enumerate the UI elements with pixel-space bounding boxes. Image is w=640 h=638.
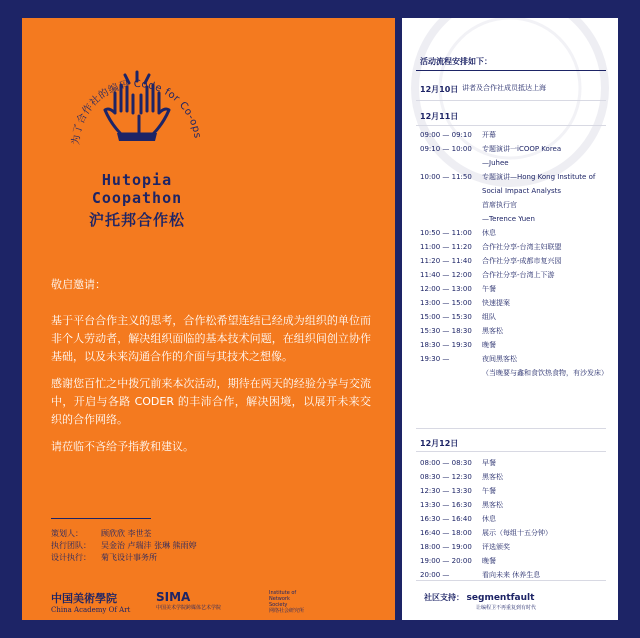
credit-role: 策划人： <box>51 529 83 538</box>
schedule-time: 13:00 — 15:00 <box>420 299 472 307</box>
inss-line-2: Network <box>269 596 290 602</box>
schedule-row <box>420 310 615 324</box>
schedule-row <box>420 268 615 282</box>
letter-paragraph-2: 感谢您百忙之中拨冗前来本次活动，期待在两天的经验分享与交流中，开启与各路 CODER 的丰沛合作，解决困境，以展开未来交织的合作网络。 <box>51 377 371 426</box>
schedule-time: 08:00 — 08:30 <box>420 459 472 467</box>
schedule-row <box>420 240 615 254</box>
credit-role: 设计执行： <box>51 553 91 562</box>
schedule-row <box>420 156 615 170</box>
day0-rule <box>416 100 606 101</box>
schedule-title: 活动流程安排如下： <box>420 57 492 66</box>
day0-note: 讲者及合作社成员抵达上海 <box>462 84 546 92</box>
schedule-row <box>420 254 615 268</box>
credit-row <box>51 552 197 564</box>
schedule-event: 合作社分享-台湾上下游 <box>482 271 555 279</box>
schedule-event: 休息 <box>482 229 496 237</box>
schedule-row <box>420 198 615 212</box>
schedule-event: 早餐 <box>482 459 496 467</box>
day0-note-wrap <box>462 81 618 95</box>
credit-role: 执行团队： <box>51 541 91 550</box>
schedule-time: 19:00 — 20:00 <box>420 557 472 565</box>
title-rule <box>416 70 606 71</box>
schedule-event: —Juhee <box>482 159 509 167</box>
schedule-row <box>420 366 615 380</box>
schedule-event: 专题演讲一iCOOP Korea <box>482 145 562 153</box>
schedule-event: 晚餐 <box>482 341 496 349</box>
letter-greeting: 敬启邀请： <box>51 278 106 291</box>
schedule-time: 09:10 — 10:00 <box>420 145 472 153</box>
segmentfault-subtitle: 让编程卫不再重复到有时代 <box>476 605 537 611</box>
support-label: 社区支持： <box>424 593 464 602</box>
day1-rule <box>416 125 606 126</box>
schedule-row <box>420 512 615 526</box>
schedule-row <box>420 282 615 296</box>
day1-date: 12月11日 <box>420 112 459 121</box>
schedule-time: 15:00 — 15:30 <box>420 313 472 321</box>
schedule-time: 19:30 — <box>420 355 450 363</box>
caa-logo <box>51 590 130 614</box>
schedule-row <box>420 212 615 226</box>
schedule-event: 评选颁奖 <box>482 543 510 551</box>
logo-name-en-line1: Hutopia <box>101 171 173 189</box>
logo-name-en-line2: Coopathon <box>91 189 183 207</box>
schedule-row <box>420 338 615 352</box>
caa-name-zh: 中国美術學院 <box>51 592 117 605</box>
schedule-time: 13:30 — 16:30 <box>420 501 472 509</box>
schedule-event: 黑客松 <box>482 473 503 481</box>
credits-divider <box>51 518 151 519</box>
schedule-event: 午餐 <box>482 487 496 495</box>
logo-graphic <box>57 53 217 173</box>
schedule-event: 看向未来 休养生息 <box>482 571 541 579</box>
schedule-event: 夜间黑客松 <box>482 355 517 363</box>
inss-line-3: Society <box>269 602 288 608</box>
credit-names: 菊飞设计事务所 <box>101 553 157 562</box>
schedule-event: 展示（每组十五分钟） <box>482 529 552 537</box>
invitation-panel <box>22 18 395 620</box>
caa-name-en: China Academy Of Art <box>51 606 131 614</box>
schedule-event: 黑客松 <box>482 501 503 509</box>
support-rule <box>416 580 606 581</box>
schedule-time: 15:30 — 18:30 <box>420 327 472 335</box>
schedule-time: 09:00 — 09:10 <box>420 131 472 139</box>
schedule-row <box>420 498 615 512</box>
invitation-letter <box>51 276 371 465</box>
day0-date: 12月10日 <box>420 85 459 94</box>
day1-schedule <box>420 128 615 380</box>
schedule-time: 10:00 — 11:50 <box>420 173 472 181</box>
credit-names: 顾欣欣 李世荃 <box>101 529 152 538</box>
inss-name-zh: 网络社会研究所 <box>269 608 305 614</box>
credit-row <box>51 540 197 552</box>
inss-line-1: Institute of <box>269 590 297 596</box>
credit-row <box>51 528 197 540</box>
schedule-event: 首席执行官 <box>482 201 517 209</box>
schedule-time: 12:30 — 13:30 <box>420 487 472 495</box>
schedule-event: 晚餐 <box>482 557 496 565</box>
hand-fill-icon <box>117 133 157 141</box>
schedule-row <box>420 296 615 310</box>
inss-logo <box>269 590 304 614</box>
sima-name: SIMA <box>156 590 191 604</box>
schedule-time: 10:50 — 11:00 <box>420 229 472 237</box>
schedule-row <box>420 226 615 240</box>
hutopia-logo <box>57 53 217 243</box>
credits-list <box>51 528 197 564</box>
schedule-row <box>420 142 615 156</box>
sima-subtitle: 中国美术学院跨媒体艺术学院 <box>156 605 222 611</box>
schedule-panel <box>402 18 618 620</box>
schedule-row <box>420 540 615 554</box>
credit-names: 吴金治 卢瑞沣 张琳 熊雨婷 <box>101 541 197 550</box>
letter-paragraph-3: 请莅临不吝给予指教和建议。 <box>51 440 194 453</box>
schedule-row <box>420 352 615 366</box>
schedule-time: 11:00 — 11:20 <box>420 243 472 251</box>
schedule-event: 午餐 <box>482 285 496 293</box>
schedule-time: 08:30 — 12:30 <box>420 473 472 481</box>
day2-rule <box>416 451 606 452</box>
day2-schedule <box>420 456 615 582</box>
schedule-event: （当晚要与鑫和食饮热食物，有沙发床） <box>482 369 608 377</box>
schedule-row <box>420 484 615 498</box>
partner-logos <box>51 590 381 620</box>
schedule-time: 16:30 — 16:40 <box>420 515 472 523</box>
schedule-event: —Terence Yuen <box>482 215 535 223</box>
letter-paragraph-1: 基于平台合作主义的思考，合作松希望连结已经成为组织的单位而非个人劳动者，解决组织面临的基本技术问题，在组织间创立协作基础，以及未来沟通合作的介面与其技术之想像。 <box>51 314 371 363</box>
schedule-event: 专题演讲—Hong Kong Institute of <box>482 173 596 181</box>
schedule-event: 组队 <box>482 313 496 321</box>
logo-arc-text: 为了合作社的编码 Code for Co-ops <box>70 78 203 146</box>
schedule-row <box>420 128 615 142</box>
schedule-time: 11:20 — 11:40 <box>420 257 472 265</box>
schedule-row <box>420 184 615 198</box>
schedule-row <box>420 470 615 484</box>
schedule-row <box>420 324 615 338</box>
schedule-time: 11:40 — 12:00 <box>420 271 472 279</box>
sima-logo <box>156 590 221 611</box>
logo-name-zh: 沪托邦合作松 <box>88 211 185 229</box>
schedule-time: 18:00 — 19:00 <box>420 543 472 551</box>
schedule-time: 12:00 — 13:00 <box>420 285 472 293</box>
schedule-event: 合作社分享-成都市复兴园 <box>482 257 562 265</box>
community-support <box>424 592 536 611</box>
schedule-row <box>420 170 615 184</box>
schedule-event: 合作社分享-台湾主妇联盟 <box>482 243 562 251</box>
schedule-time: 20:00 — <box>420 571 450 579</box>
schedule-time: 18:30 — 19:30 <box>420 341 472 349</box>
segmentfault-logo: segmentfault <box>466 593 535 603</box>
schedule-row <box>420 456 615 470</box>
schedule-row <box>420 526 615 540</box>
hands-icon <box>105 72 169 134</box>
schedule-event: 快速提案 <box>482 299 510 307</box>
day2-rule-top <box>416 428 606 429</box>
schedule-event: 开幕 <box>482 131 496 139</box>
schedule-event: 休息 <box>482 515 496 523</box>
schedule-time: 16:40 — 18:00 <box>420 529 472 537</box>
schedule-row <box>420 554 615 568</box>
day2-date: 12月12日 <box>420 439 459 448</box>
schedule-event: 黑客松 <box>482 327 503 335</box>
schedule-event: Social Impact Analysts <box>482 187 562 195</box>
